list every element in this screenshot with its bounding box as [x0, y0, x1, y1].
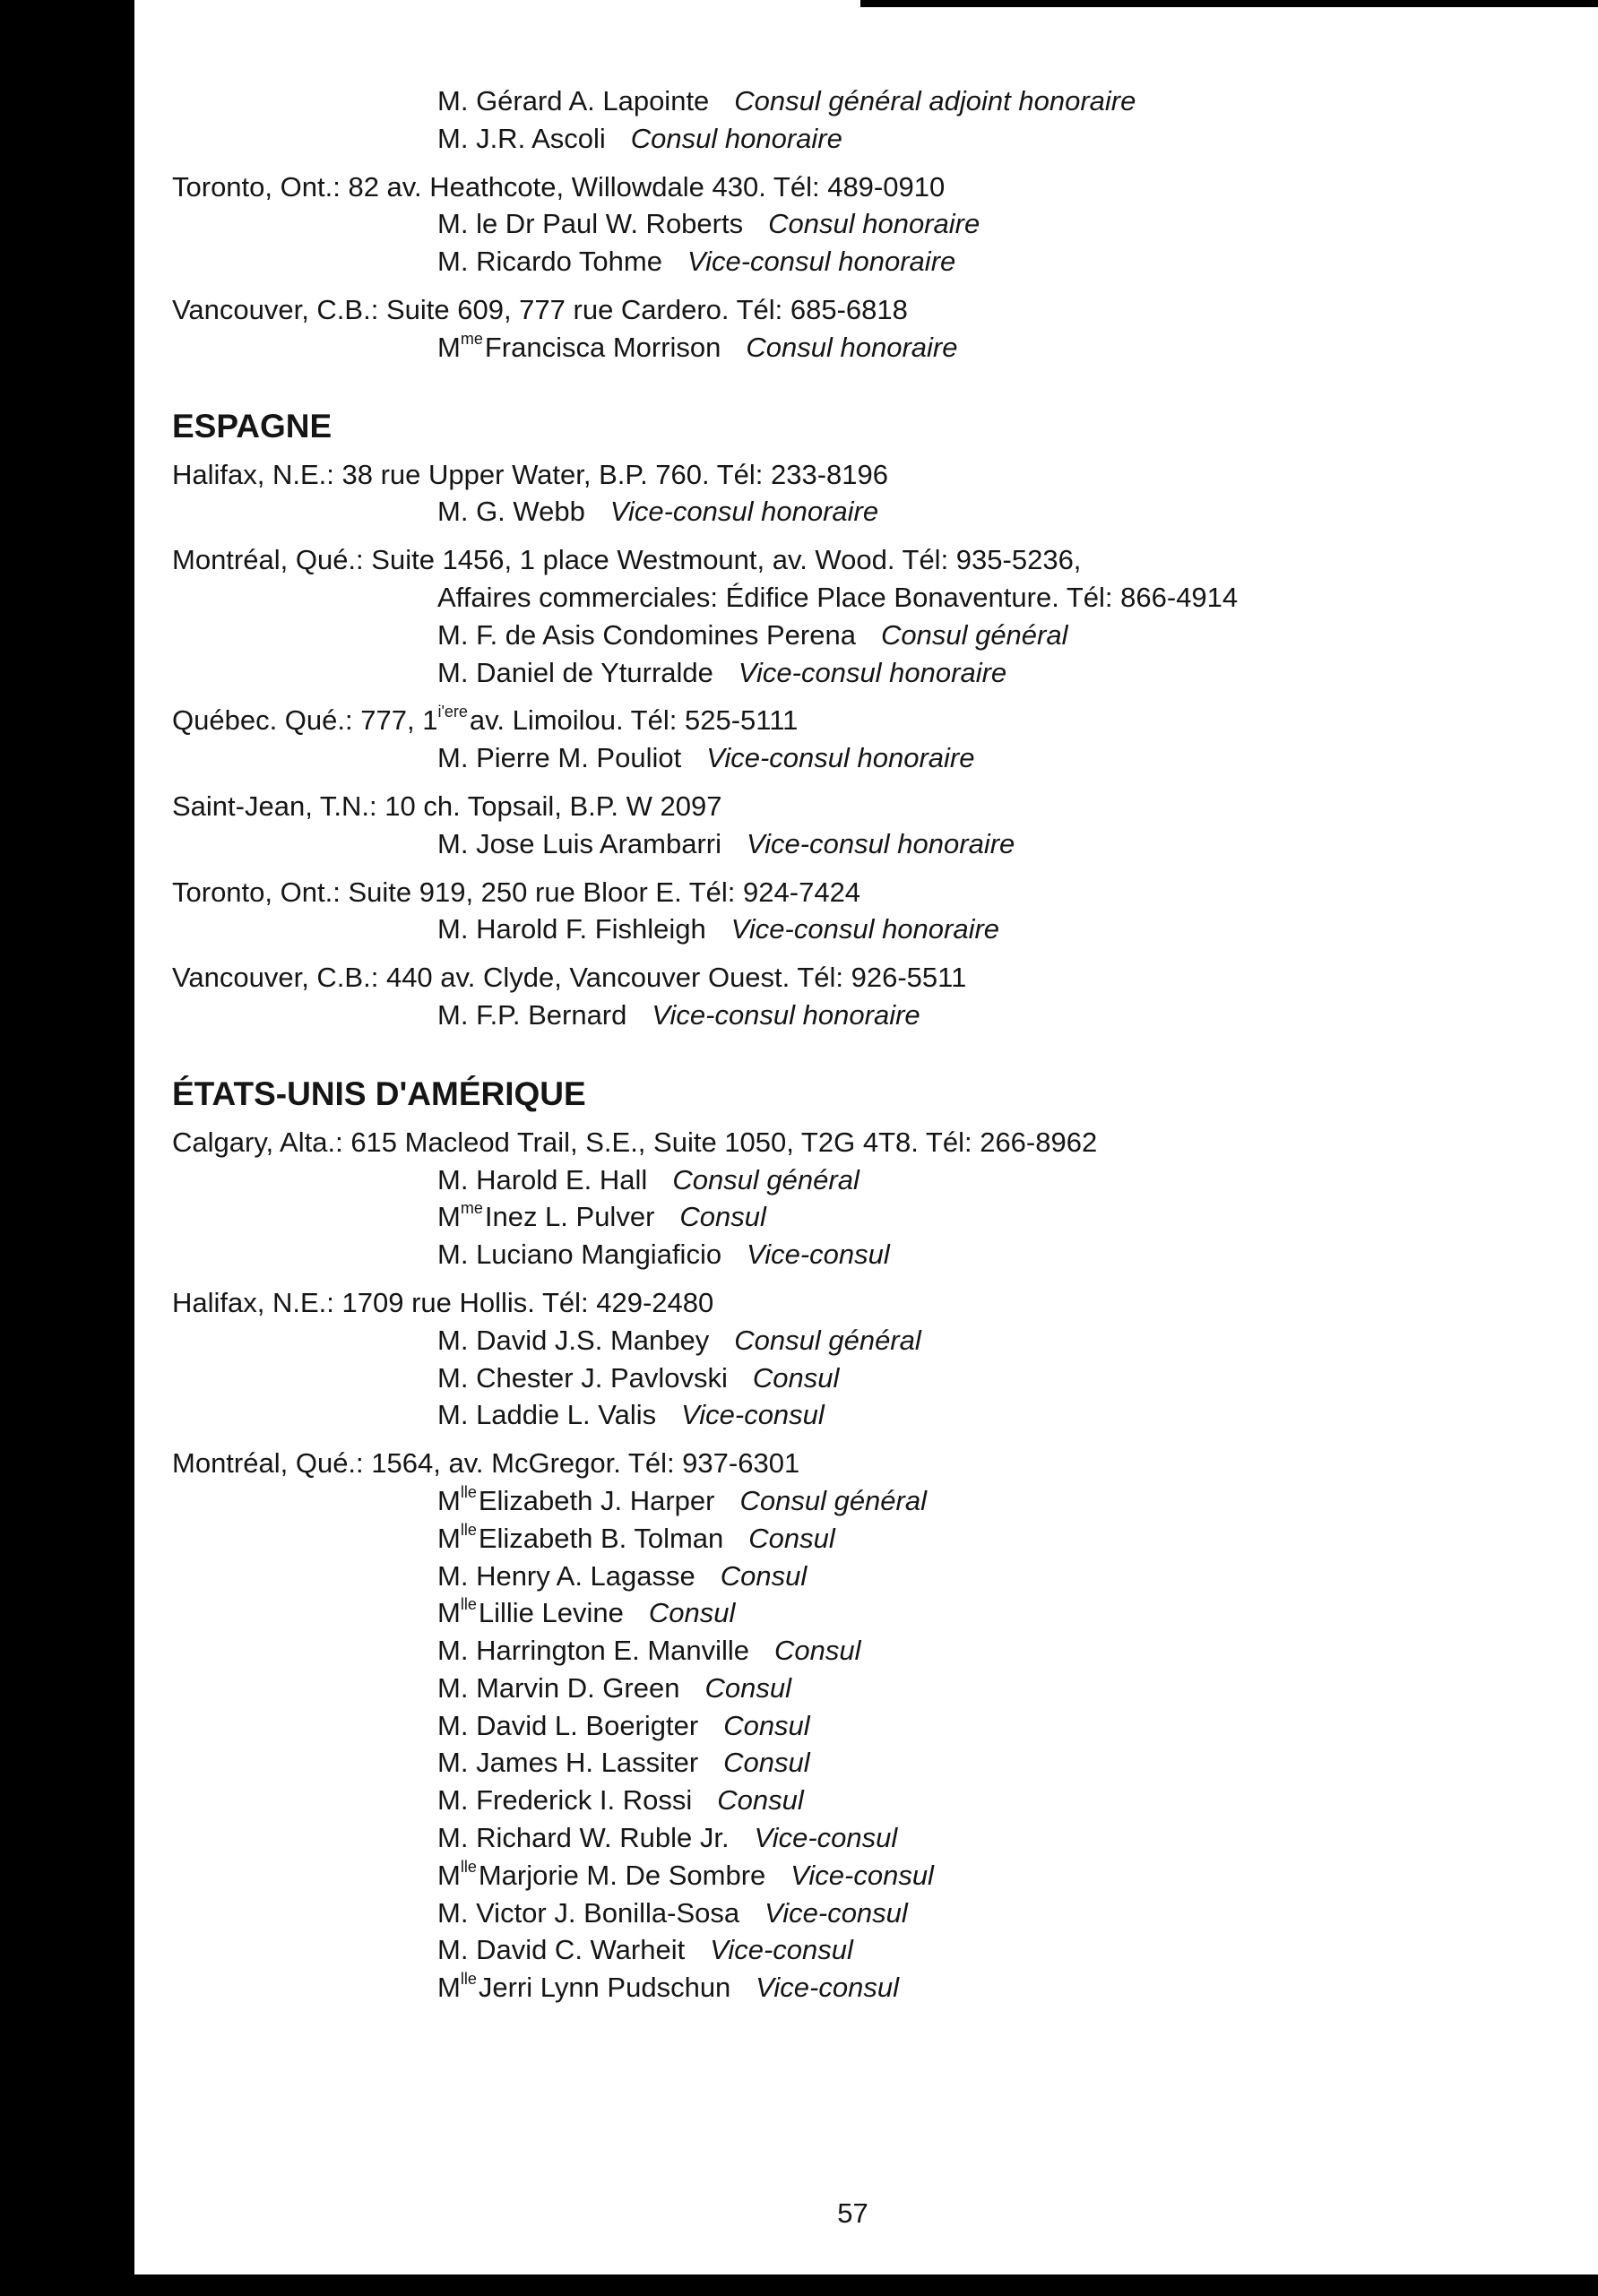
- address: 777, 1: [360, 704, 438, 737]
- official-prefix: M: [437, 1972, 461, 2004]
- official-title: Consul honoraire: [768, 208, 980, 240]
- official-name: Henry A. Lagasse: [476, 1559, 695, 1592]
- honorific-superscript: lle: [460, 1857, 477, 1876]
- consulate-entry: [172, 541, 1337, 691]
- honorific-superscript: me: [460, 1199, 483, 1218]
- official-name: Harold F. Fishleigh: [476, 913, 706, 945]
- location: Toronto, Ont.:: [172, 170, 341, 203]
- official-prefix: M.: [437, 246, 469, 278]
- official-title: Vice-consul honoraire: [609, 496, 879, 528]
- consulate-entry: [172, 168, 1337, 281]
- location: Québec. Qué.:: [172, 704, 353, 737]
- official-prefix: M.: [437, 1163, 469, 1195]
- official-line: [172, 493, 1337, 531]
- official-name: le Dr Paul W. Roberts: [476, 208, 744, 240]
- official-title: Consul: [723, 1709, 810, 1741]
- official-line: [172, 739, 1337, 777]
- location-line: [172, 1284, 1337, 1322]
- official-prefix: M.: [437, 85, 469, 117]
- official-line: [172, 1819, 1337, 1857]
- official-name: Gérard A. Lapointe: [476, 85, 710, 117]
- consulate-entry: [172, 959, 1337, 1034]
- official-name: Marvin D. Green: [476, 1671, 680, 1704]
- address: Suite 1456, 1 place Westmount, av. Wood. Tél: 935-5236,: [371, 544, 1082, 576]
- location-line: [172, 788, 1337, 825]
- address: Suite 609, 777 rue Cardero. Tél: 685-6818: [385, 293, 908, 325]
- official-title: Vice-consul honoraire: [738, 656, 1007, 688]
- official-prefix: M.: [437, 1896, 469, 1929]
- official-line: [172, 1482, 1337, 1520]
- official-line: [172, 654, 1337, 692]
- official-prefix: M.: [437, 1399, 469, 1431]
- address: 10 ch. Topsail, B.P. W 2097: [384, 790, 722, 822]
- official-line: [172, 1236, 1337, 1273]
- official-prefix: M.: [437, 1822, 469, 1854]
- official-name: Victor J. Bonilla-Sosa: [476, 1896, 740, 1929]
- official-line: [172, 329, 1337, 367]
- official-prefix: M.: [437, 1635, 469, 1667]
- official-title: Consul: [723, 1747, 810, 1779]
- location: Halifax, N.E.:: [172, 1286, 334, 1318]
- official-line: [172, 1931, 1337, 1969]
- official-line: [172, 1670, 1337, 1707]
- official-line: [172, 1632, 1337, 1670]
- honorific-superscript: lle: [460, 1520, 477, 1539]
- official-name: Harrington E. Manville: [476, 1635, 750, 1667]
- official-title: Consul général: [734, 1324, 921, 1356]
- consulate-entry: [172, 1124, 1337, 1273]
- official-line: [172, 1558, 1337, 1595]
- document-page: [172, 82, 1337, 2017]
- consulate-entry: [172, 1445, 1337, 2007]
- official-line: [172, 205, 1337, 243]
- address: Suite 919, 250 rue Bloor E. Tél: 924-7424: [348, 876, 861, 908]
- official-title: Vice-consul honoraire: [687, 246, 956, 278]
- official-prefix: M.: [437, 1559, 469, 1592]
- consulate-entry: [172, 702, 1337, 777]
- consulate-entry: [172, 456, 1337, 531]
- honorific-superscript: lle: [460, 1595, 477, 1614]
- official-title: Vice-consul honoraire: [747, 827, 1015, 859]
- official-line: [172, 243, 1337, 281]
- consulate-entry: [172, 1284, 1337, 1434]
- location-line: [172, 959, 1337, 997]
- official-name: Elizabeth J. Harper: [478, 1484, 715, 1516]
- official-name: Pierre M. Pouliot: [476, 742, 682, 774]
- official-title: Consul général: [739, 1484, 927, 1516]
- official-name: David J.S. Manbey: [476, 1324, 710, 1356]
- location: Montréal, Qué.:: [172, 1447, 364, 1480]
- ordinal-superscript: i'ere: [437, 703, 468, 721]
- section-heading-espagne: ESPAGNE: [172, 407, 333, 445]
- official-title: Vice-consul honoraire: [730, 913, 1000, 945]
- official-prefix: M.: [437, 1239, 469, 1271]
- official-prefix: M.: [437, 913, 469, 945]
- official-name: Laddie L. Valis: [476, 1399, 657, 1431]
- official-title: Vice-consul: [681, 1399, 825, 1431]
- official-name: F. de Asis Condomines Perena: [476, 618, 856, 651]
- official-title: Vice-consul: [754, 1822, 898, 1854]
- official-line: [172, 1782, 1337, 1819]
- location-line: [172, 1124, 1337, 1161]
- consulate-entry: [172, 291, 1337, 367]
- official-name: Frederick I. Rossi: [476, 1784, 693, 1817]
- official-title: Vice-consul: [710, 1934, 853, 1966]
- official-line: [172, 1707, 1337, 1745]
- official-name: Richard W. Ruble Jr.: [476, 1822, 730, 1854]
- official-line: [172, 825, 1337, 863]
- official-prefix: M.: [437, 998, 469, 1031]
- official-name: Jerri Lynn Pudschun: [478, 1972, 731, 2004]
- official-title: Consul général: [880, 618, 1068, 651]
- official-line: [172, 1744, 1337, 1782]
- official-line: [172, 82, 1337, 120]
- location: Saint-Jean, T.N.:: [172, 790, 377, 822]
- official-title: Consul général adjoint honoraire: [734, 85, 1136, 117]
- official-line: [172, 1520, 1337, 1558]
- address-continued: av. Limoilou. Tél: 525-5111: [469, 704, 799, 737]
- official-prefix: M: [437, 1522, 461, 1554]
- location-line: [172, 168, 1337, 206]
- official-title: Consul honoraire: [630, 122, 842, 154]
- official-prefix: M.: [437, 1934, 469, 1966]
- official-prefix: M: [437, 1859, 461, 1891]
- location: Calgary, Alta.:: [172, 1126, 343, 1158]
- official-prefix: M.: [437, 122, 469, 154]
- scan-border-left: [0, 0, 134, 2296]
- official-line: [172, 1857, 1337, 1895]
- official-title: Consul honoraire: [746, 331, 958, 363]
- official-prefix: M: [437, 1201, 461, 1233]
- address: 38 rue Upper Water, B.P. 760. Tél: 233-8196: [341, 458, 888, 490]
- location: Vancouver, C.B.:: [172, 962, 379, 994]
- official-name: Ricardo Tohme: [476, 246, 662, 278]
- official-title: Consul: [752, 1361, 840, 1394]
- consulate-entry: [172, 874, 1337, 949]
- official-prefix: M.: [437, 1747, 469, 1779]
- location: Halifax, N.E.:: [172, 458, 334, 490]
- location: Toronto, Ont.:: [172, 876, 341, 908]
- location-line: [172, 291, 1337, 329]
- official-prefix: M.: [437, 1671, 469, 1704]
- section-heading-etats-unis: ÉTATS-UNIS D'AMÉRIQUE: [172, 1075, 586, 1112]
- location: Montréal, Qué.:: [172, 544, 364, 576]
- official-title: Vice-consul: [790, 1859, 934, 1891]
- official-prefix: M.: [437, 1324, 469, 1356]
- official-name: Jose Luis Arambarri: [476, 827, 722, 859]
- official-name: G. Webb: [476, 496, 585, 528]
- official-title: Vice-consul: [756, 1972, 899, 2004]
- official-prefix: M.: [437, 618, 469, 651]
- official-name: Lillie Levine: [478, 1597, 624, 1629]
- official-line: [172, 1161, 1337, 1199]
- official-title: Consul: [720, 1559, 808, 1592]
- official-title: Consul: [748, 1522, 835, 1554]
- official-name: Francisca Morrison: [484, 331, 721, 363]
- official-prefix: M.: [437, 656, 469, 688]
- official-name: David C. Warheit: [476, 1934, 686, 1966]
- location-line: [172, 874, 1337, 911]
- address: 82 av. Heathcote, Willowdale 430. Tél: 489-0910: [348, 170, 946, 203]
- official-line: [172, 1359, 1337, 1397]
- official-prefix: M: [437, 1484, 461, 1516]
- official-title: Consul: [679, 1201, 766, 1233]
- official-title: Vice-consul: [747, 1239, 890, 1271]
- official-line: [172, 997, 1337, 1034]
- location-line: [172, 1445, 1337, 1482]
- location: Vancouver, C.B.:: [172, 293, 379, 325]
- address: 440 av. Clyde, Vancouver Ouest. Tél: 926-5511: [385, 962, 967, 994]
- scan-border-top: [860, 0, 1598, 7]
- official-title: Consul général: [672, 1163, 859, 1195]
- official-name: J.R. Ascoli: [476, 122, 606, 154]
- address: 1564, av. McGregor. Tél: 937-6301: [371, 1447, 800, 1480]
- official-name: David L. Boerigter: [476, 1709, 699, 1741]
- official-line: [172, 1198, 1337, 1236]
- honorific-superscript: me: [460, 329, 483, 348]
- official-title: Consul: [774, 1635, 861, 1667]
- official-name: Chester J. Pavlovski: [476, 1361, 728, 1394]
- official-prefix: M.: [437, 742, 469, 774]
- official-prefix: M.: [437, 496, 469, 528]
- official-prefix: M: [437, 1597, 461, 1629]
- location-line: [172, 702, 1337, 739]
- official-title: Vice-consul honoraire: [706, 742, 975, 774]
- official-name: Inez L. Pulver: [484, 1201, 655, 1233]
- official-prefix: M.: [437, 1361, 469, 1394]
- official-title: Vice-consul honoraire: [652, 998, 920, 1031]
- official-prefix: M.: [437, 827, 469, 859]
- official-name: Marjorie M. De Sombre: [478, 1859, 766, 1891]
- official-name: Elizabeth B. Tolman: [478, 1522, 724, 1554]
- official-line: [172, 120, 1337, 158]
- official-title: Consul: [717, 1784, 804, 1817]
- official-prefix: M.: [437, 1709, 469, 1741]
- official-line: [172, 1895, 1337, 1932]
- official-line: [172, 911, 1337, 948]
- official-name: Luciano Mangiaficio: [476, 1239, 722, 1271]
- official-prefix: M: [437, 331, 461, 363]
- location-line: [172, 456, 1337, 494]
- address: 615 Macleod Trail, S.E., Suite 1050, T2G 4T8. Tél: 266-8962: [350, 1126, 1098, 1158]
- address-line-2: Affaires commerciales: Édifice Place Bonaventure. Tél: 866-4914: [437, 581, 1239, 613]
- scan-border-bottom: [134, 2274, 1598, 2296]
- official-name: Daniel de Yturralde: [476, 656, 713, 688]
- official-name: F.P. Bernard: [476, 998, 627, 1031]
- official-line: [172, 1396, 1337, 1434]
- official-line: [172, 617, 1337, 654]
- honorific-superscript: lle: [460, 1482, 477, 1501]
- official-prefix: M.: [437, 1784, 469, 1817]
- address: 1709 rue Hollis. Tél: 429-2480: [341, 1286, 714, 1318]
- intro-officials: [172, 82, 1337, 158]
- official-title: Consul: [704, 1671, 791, 1704]
- page-number: 57: [837, 2197, 868, 2229]
- official-prefix: M.: [437, 208, 469, 240]
- official-name: Harold E. Hall: [476, 1163, 648, 1195]
- official-line: [172, 1969, 1337, 2007]
- official-title: Vice-consul: [764, 1896, 908, 1929]
- official-line: [172, 1322, 1337, 1359]
- official-title: Consul: [648, 1597, 736, 1629]
- official-line: [172, 1594, 1337, 1632]
- location-line: [172, 541, 1337, 579]
- consulate-entry: [172, 788, 1337, 863]
- honorific-superscript: lle: [460, 1970, 477, 1989]
- official-name: James H. Lassiter: [476, 1747, 699, 1779]
